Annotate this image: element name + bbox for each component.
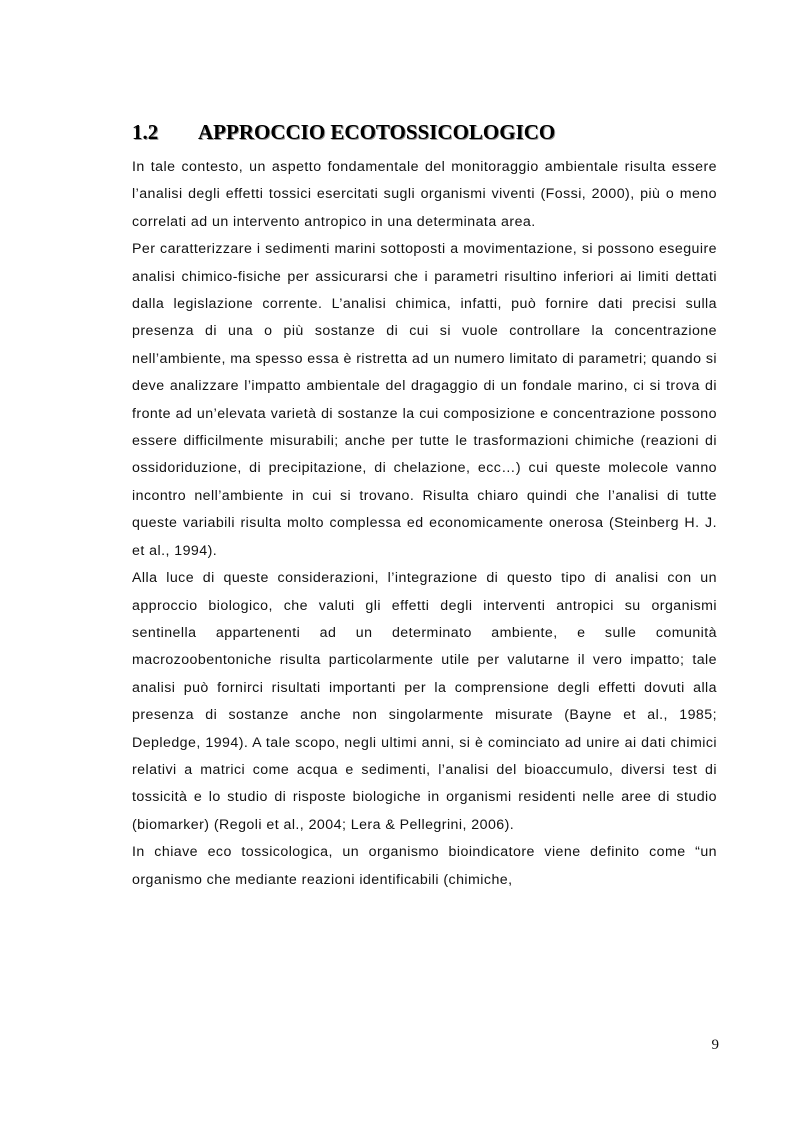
page-number: 9 [711,1037,719,1053]
section-number: 1.2 [132,120,159,144]
paragraph-biological-approach: Alla luce di queste considerazioni, l’integrazione di questo tipo di analisi con un approccio biologico, che valuti gli effetti degli interventi antropici su organismi sentinella appartenenti ad un determinato ambiente, e sulle comunità macrozoobentoniche risulta particolarmente utile per valutarne il vero impatto; tale analisi può fornirci risultati importanti per la comprensione degli effetti dovuti alla presenza di sostanze anche non singolarmente misurate (Bayne et al., 1985; Depledge, 1994). A tale scopo, negli ultimi anni, si è cominciato ad unire ai dati chimici relativi a matrici come acqua e sedimenti, l’analisi del bioaccumulo, diversi test di tossicità e lo studio di risposte biologiche in organismi residenti nelle aree di studio (biomarker) (Regoli et al., 2004; Lera & Pellegrini, 2006). [132,570,717,833]
body-text [132,154,717,894]
paragraph-bioindicator: In chiave eco tossicologica, un organismo bioindicatore viene definito come “un organismo che mediante reazioni identificabili (chimiche, [132,844,717,888]
paragraph-chemical-analysis: Per caratterizzare i sedimenti marini sottoposti a movimentazione, si possono eseguire analisi chimico-fisiche per assicurarsi che i parametri risultino inferiori ai limiti dettati dalla legislazione corrente. L’analisi chimica, infatti, può fornire dati precisi sulla presenza di una o più sostanze di cui si vuole controllare la concentrazione nell’ambiente, ma spesso essa è ristretta ad un numero limitato di parametri; quando si deve analizzare l’impatto ambientale del dragaggio di un fondale marino, ci si trova di fronte ad un’elevata varietà di sostanze la cui composizione e concentrazione possono essere difficilmente misurabili; anche per tutte le trasformazioni chimiche (reazioni di ossidoriduzione, di precipitazione, di chelazione, ecc…) cui queste molecole vanno incontro nell’ambiente in cui si trovano. Risulta chiaro quindi che l’analisi di tutte queste variabili risulta molto complessa ed economicamente onerosa (Steinberg H. J. et al., 1994). [132,241,717,559]
section-title: APPROCCIO ECOTOSSICOLOGICO [198,120,556,144]
section-heading [132,120,732,150]
paragraph-intro: In tale contesto, un aspetto fondamentale del monitoraggio ambientale risulta essere l’analisi degli effetti tossici esercitati sugli organismi viventi (Fossi, 2000), più o meno correlati ad un intervento antropico in una determinata area. [132,159,717,230]
